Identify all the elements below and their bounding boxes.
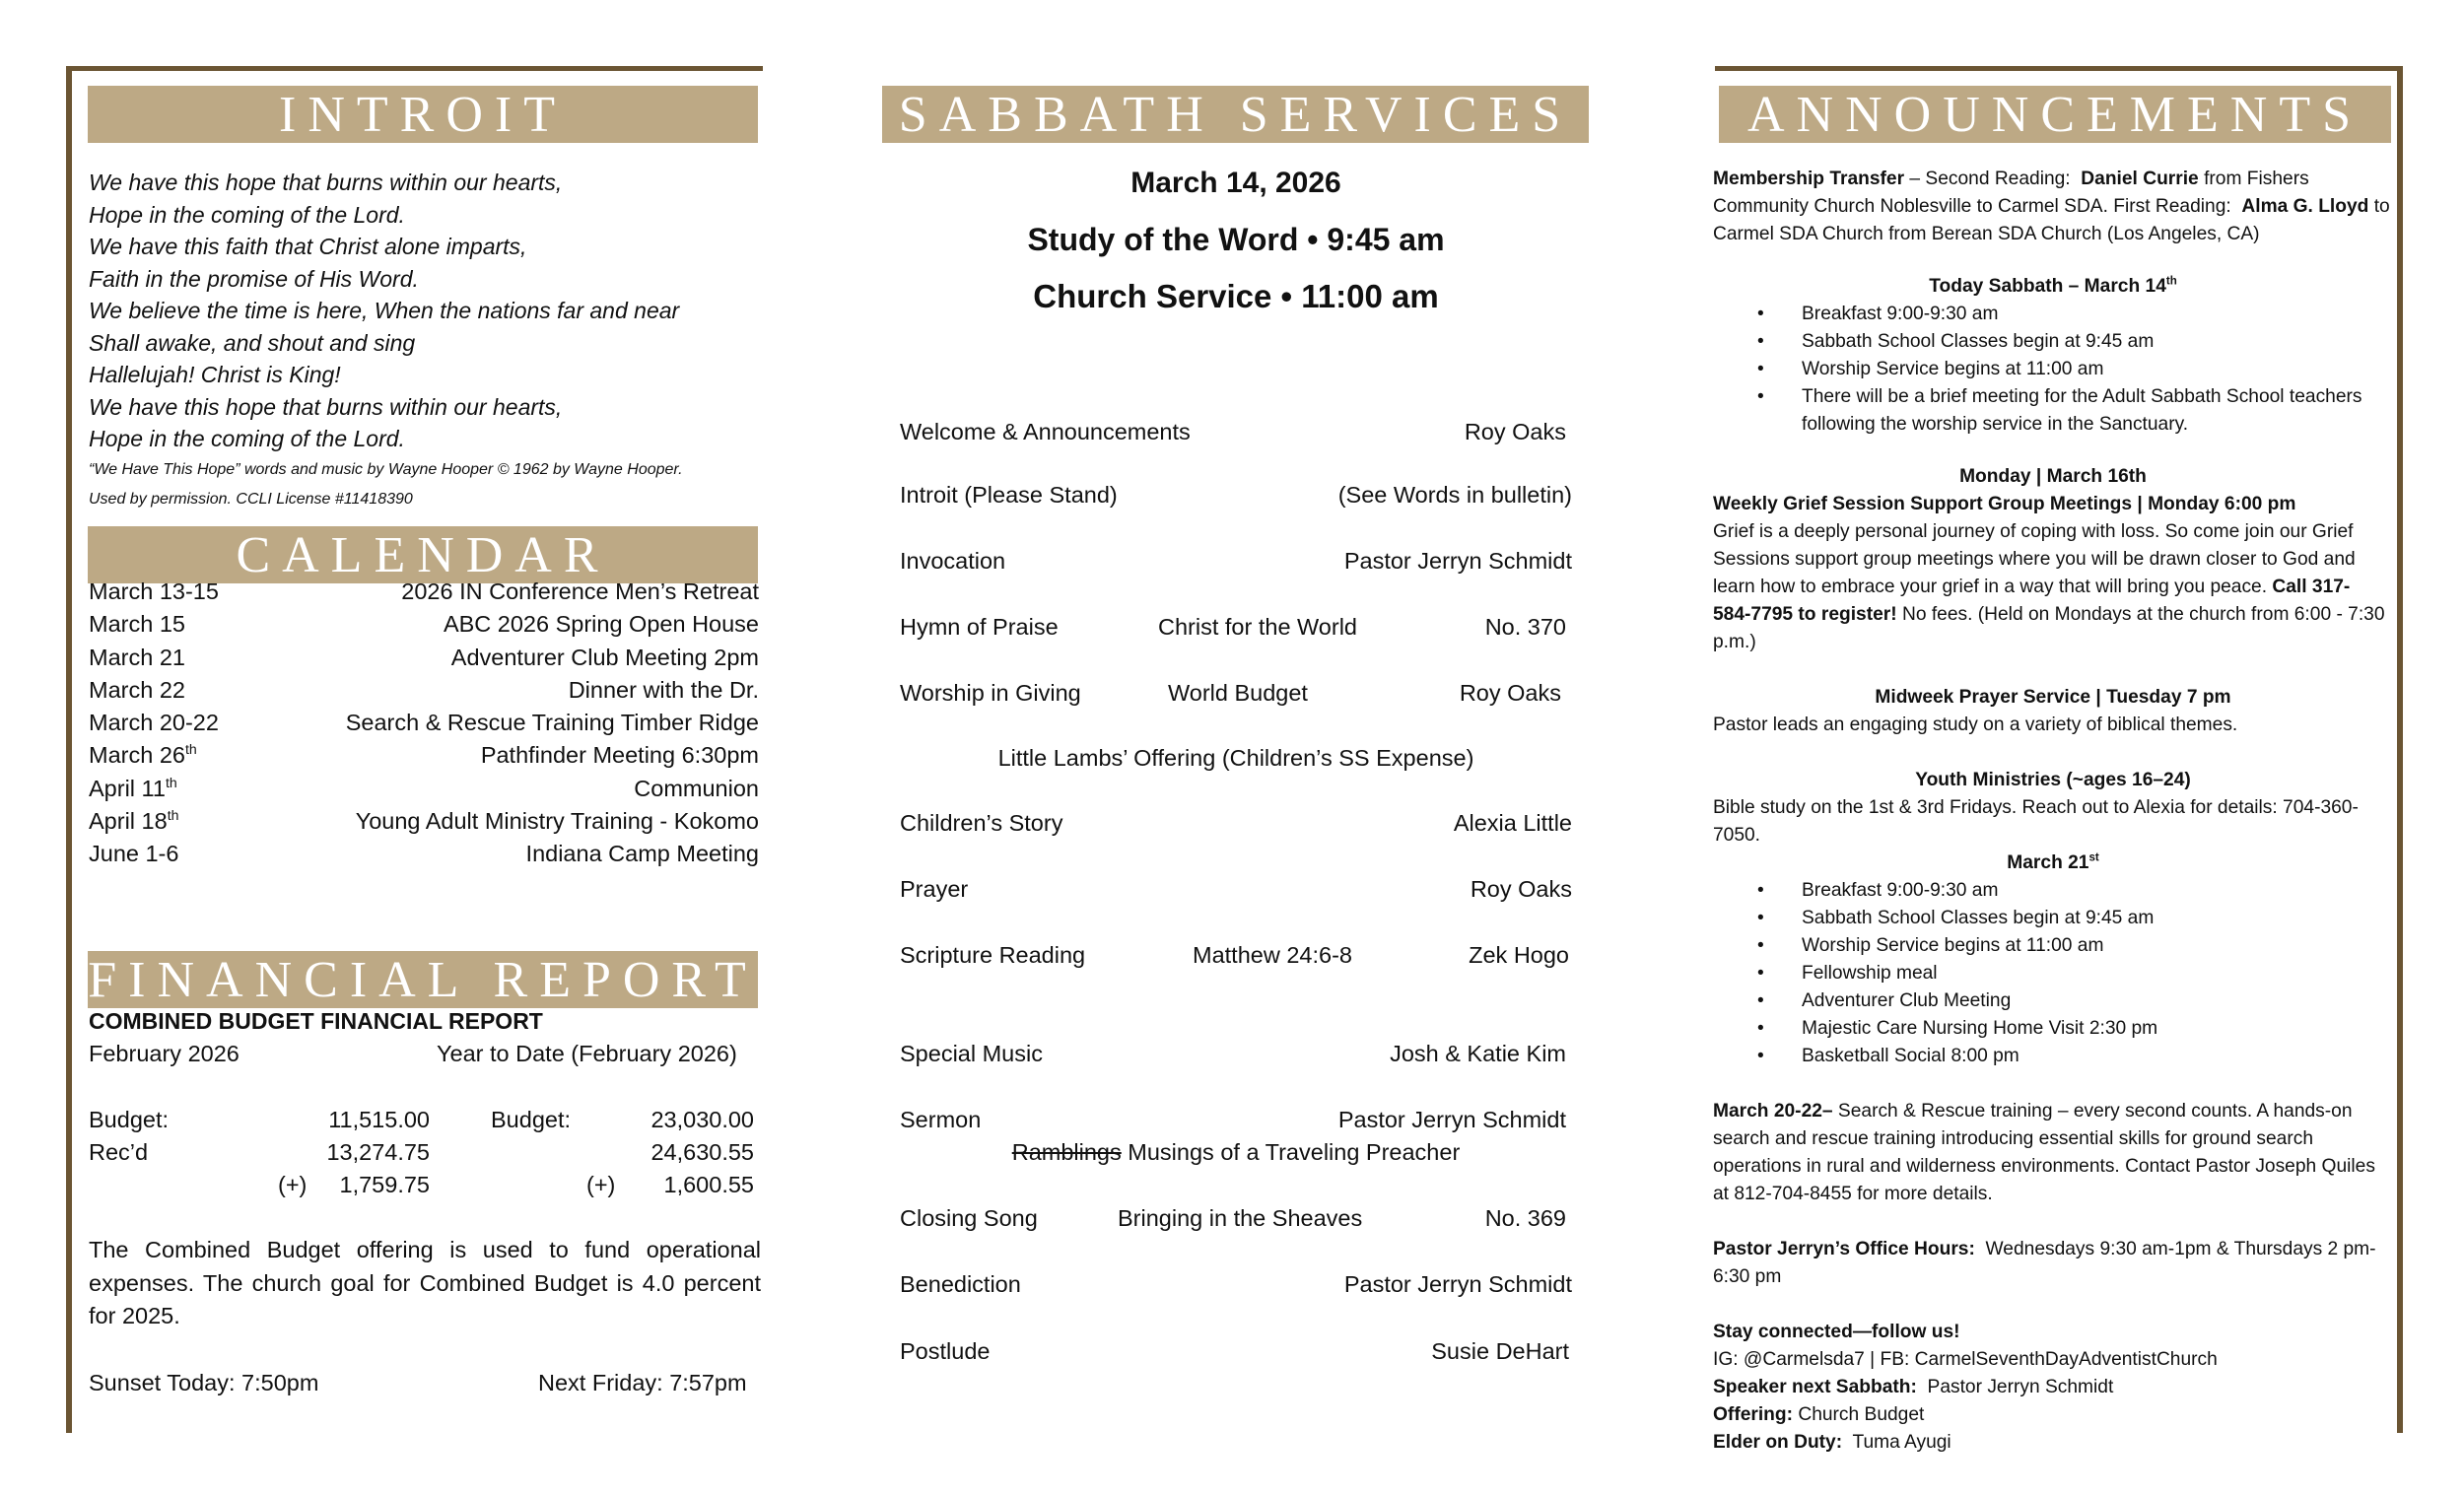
order-number: No. 370 — [1484, 614, 1566, 640]
order-label: Prayer — [900, 876, 969, 902]
order-person: Roy Oaks — [1464, 419, 1566, 444]
membership-transfer: Membership Transfer – Second Reading: Daniel Currie from Fishers Community Church Noblesville to Carmel SDA. First Reading: Alma G. Lloyd to Carmel SDA Church from Berean SDA Church (Los Angeles, CA) — [1713, 169, 2390, 244]
order-benediction — [900, 1267, 1572, 1301]
ytd-budget-label: Budget: — [491, 1107, 572, 1132]
march21-list — [1713, 877, 2393, 1070]
order-invocation — [900, 544, 1572, 578]
monday-heading: Monday | March 16th — [1959, 466, 2147, 487]
calendar-item — [89, 773, 759, 805]
lyric-line: We have this faith that Christ alone imparts, — [89, 234, 527, 259]
order-label: Sermon — [900, 1107, 982, 1132]
financial-month-label: February 2026 — [89, 1041, 240, 1066]
calendar-event: ABC 2026 Spring Open House — [443, 611, 759, 638]
calendar-event: Indiana Camp Meeting — [525, 841, 759, 867]
calendar-date: March 22 — [89, 676, 185, 703]
services-banner: SABBATH SERVICES — [882, 86, 1589, 143]
order-person: Zek Hogo — [1469, 942, 1569, 968]
today-heading: Today Sabbath – March 14th — [1929, 275, 2177, 297]
calendar-date: March 15 — [89, 611, 185, 638]
order-person: Pastor Jerryn Schmidt — [1343, 548, 1572, 574]
calendar-item — [89, 642, 759, 674]
list-item: • Sabbath School Classes begin at 9:45 am — [1713, 905, 2393, 932]
calendar-event: Adventurer Club Meeting 2pm — [450, 644, 759, 670]
ytd-diff-value: 1,600.55 — [663, 1172, 754, 1197]
ytd-diff-sign: (+) — [586, 1172, 616, 1197]
month-diff-value: 1,759.75 — [339, 1172, 430, 1197]
calendar-item — [89, 674, 759, 707]
list-item: • Adventurer Club Meeting — [1713, 987, 2393, 1015]
list-item: • Sabbath School Classes begin at 9:45 am — [1713, 328, 2393, 356]
grief-title: Weekly Grief Session Support Group Meetings | Monday 6:00 pm — [1713, 494, 2296, 514]
calendar-event: Young Adult Ministry Training - Kokomo — [355, 808, 759, 835]
order-label: Special Music — [900, 1041, 1043, 1066]
order-giving — [900, 676, 1572, 710]
right-border — [2397, 66, 2403, 1433]
order-sermon — [900, 1103, 1572, 1136]
sermon-title-text: Musings of a Traveling Preacher — [1121, 1139, 1461, 1165]
list-item: • Majestic Care Nursing Home Visit 2:30 pm — [1713, 1015, 2393, 1043]
order-label: Closing Song — [900, 1205, 1038, 1231]
order-person: Roy Oaks — [1459, 680, 1561, 706]
calendar-event: Dinner with the Dr. — [568, 676, 759, 703]
order-introit — [900, 478, 1572, 511]
left-top-border — [66, 66, 763, 71]
order-childrens-story — [900, 806, 1572, 840]
order-title: World Budget — [1168, 680, 1308, 706]
lyric-line: Hallelujah! Christ is King! — [89, 362, 341, 387]
list-item: • Basketball Social 8:00 pm — [1713, 1043, 2393, 1070]
financial-banner: FINANCIAL REPORT — [88, 952, 758, 1008]
calendar-date: April 18th — [89, 807, 179, 835]
order-person: Alexia Little — [1453, 810, 1572, 836]
calendar-item — [89, 739, 759, 772]
calendar-event: Communion — [634, 775, 759, 801]
list-item: • Worship Service begins at 11:00 am — [1713, 932, 2393, 960]
month-recd-label: Rec’d — [89, 1139, 149, 1165]
month-diff-sign: (+) — [278, 1172, 308, 1197]
lyric-line: We have this hope that burns within our hearts, — [89, 170, 563, 195]
month-recd-value: 13,274.75 — [326, 1139, 430, 1165]
march21-heading: March 21st — [2007, 851, 2099, 873]
church-time: Church Service • 11:00 am — [1033, 278, 1439, 314]
calendar-event: Search & Rescue Training Timber Ridge — [345, 710, 759, 736]
calendar-date: March 20-22 — [89, 710, 219, 736]
right-top-border — [1715, 66, 2403, 71]
calendar-banner: CALENDAR — [88, 526, 758, 583]
introit-banner: INTROIT — [88, 86, 758, 143]
ytd-recd-value: 24,630.55 — [650, 1139, 754, 1165]
introit-credit: “We Have This Hope” words and music by Wayne Hooper © 1962 by Wayne Hooper. — [89, 460, 683, 478]
financial-subtitle: COMBINED BUDGET FINANCIAL REPORT — [89, 1008, 543, 1034]
study-time: Study of the Word • 9:45 am — [1027, 222, 1445, 257]
midweek-text: Pastor leads an engaging study on a variety of biblical themes. — [1713, 714, 2238, 735]
order-number: No. 369 — [1484, 1205, 1566, 1231]
order-label: Children’s Story — [900, 810, 1063, 836]
office-hours: Pastor Jerryn’s Office Hours: Wednesdays 9:30 am-1pm & Thursdays 2 pm-6:30 pm — [1713, 1239, 2376, 1287]
calendar-item — [89, 805, 759, 838]
order-person: Roy Oaks — [1470, 876, 1572, 902]
list-item: • Breakfast 9:00-9:30 am — [1713, 877, 2393, 905]
order-label: Welcome & Announcements — [900, 419, 1191, 444]
left-border — [66, 66, 72, 1433]
order-label: Postlude — [900, 1338, 991, 1364]
midweek-heading: Midweek Prayer Service | Tuesday 7 pm — [1875, 687, 2231, 708]
financial-ytd-label: Year to Date (February 2026) — [437, 1041, 737, 1066]
lyric-line: Shall awake, and shout and sing — [89, 329, 416, 356]
lyric-line: We believe the time is here, When the nations far and near — [89, 298, 680, 323]
order-postlude — [900, 1334, 1572, 1368]
lyric-line: Hope in the coming of the Lord. — [89, 201, 405, 228]
order-person: Josh & Katie Kim — [1390, 1041, 1566, 1066]
order-welcome — [900, 415, 1572, 448]
calendar-date: March 26th — [89, 741, 197, 769]
calendar-event: Pathfinder Meeting 6:30pm — [480, 742, 759, 769]
order-lambs-offering: Little Lambs’ Offering (Children’s SS Expense) — [997, 745, 1474, 771]
today-list — [1713, 301, 2393, 439]
order-person: Pastor Jerryn Schmidt — [1343, 1271, 1572, 1297]
grief-text: Grief is a deeply personal journey of coping with loss. So come join our Grief Sessions support group meetings where you will be drawn closer to God and learn how to embrace your grief in a way that will bring you peace. Call 317- 584-7795 to register! No fees. (Held on Mondays at the church from 6:00 - 7:30 p.m.) — [1713, 521, 2385, 652]
month-budget-label: Budget: — [89, 1107, 170, 1132]
order-title: Christ for the World — [1158, 614, 1357, 640]
month-budget-value: 11,515.00 — [328, 1107, 430, 1132]
calendar-item — [89, 707, 759, 739]
introit-license: Used by permission. CCLI License #11418390 — [89, 490, 413, 508]
lyric-line: We have this hope that burns within our hearts, — [89, 393, 563, 420]
calendar-item — [89, 838, 759, 870]
order-closing — [900, 1201, 1572, 1235]
calendar-item — [89, 576, 759, 608]
order-person: Susie DeHart — [1431, 1338, 1569, 1364]
stay-connected: Stay connected—follow us! — [1713, 1322, 1960, 1342]
list-item: • There will be a brief meeting for the Adult Sabbath School teachers following the worship service in the Sanctuary. — [1713, 383, 2393, 439]
search-rescue: March 20-22– Search & Rescue training – every second counts. A hands-on search and rescue training introducing essential skills for ground search operations in rural and wilderness environments. Contact Pastor Joseph Quiles at 812-704-8455 for more details. — [1713, 1101, 2375, 1204]
order-person: Pastor Jerryn Schmidt — [1337, 1107, 1566, 1132]
speaker-next: Speaker next Sabbath: Pastor Jerryn Schmidt — [1713, 1377, 2114, 1397]
calendar-date: March 21 — [89, 644, 185, 670]
order-label: Scripture Reading — [900, 942, 1086, 968]
order-special-music — [900, 1037, 1572, 1070]
elder-on-duty: Elder on Duty: Tuma Ayugi — [1713, 1432, 1951, 1453]
announcements-body — [1713, 166, 2393, 1457]
ytd-budget-value: 23,030.00 — [650, 1107, 754, 1132]
order-hymn — [900, 610, 1572, 644]
offering: Offering: Church Budget — [1713, 1404, 1925, 1425]
list-item: • Fellowship meal — [1713, 960, 2393, 987]
calendar-event: 2026 IN Conference Men’s Retreat — [401, 578, 759, 604]
order-label: Introit (Please Stand) — [900, 482, 1118, 508]
calendar-list — [89, 576, 759, 871]
order-person: (See Words in bulletin) — [1337, 482, 1572, 508]
calendar-date: April 11th — [89, 774, 177, 801]
announcements-banner: ANNOUNCEMENTS — [1719, 86, 2391, 143]
calendar-item — [89, 608, 759, 641]
youth-text: Bible study on the 1st & 3rd Fridays. Reach out to Alexia for details: 704-360-7050. — [1713, 797, 2359, 846]
introit-lyrics — [89, 167, 769, 514]
sermon-title — [900, 1135, 1572, 1169]
order-label: Worship in Giving — [900, 680, 1081, 706]
sermon-struck-word: Ramblings — [1011, 1139, 1122, 1165]
lyric-line: Hope in the coming of the Lord. — [89, 426, 405, 451]
youth-heading: Youth Ministries (~ages 16–24) — [1915, 770, 2191, 790]
service-date: March 14, 2026 — [1130, 167, 1341, 199]
order-label: Benediction — [900, 1271, 1021, 1297]
lyric-line: Faith in the promise of His Word. — [89, 265, 419, 292]
sunset-friday: Next Friday: 7:57pm — [538, 1370, 747, 1395]
order-label: Hymn of Praise — [900, 614, 1059, 640]
order-label: Invocation — [900, 548, 1006, 574]
calendar-date: June 1-6 — [89, 841, 179, 867]
order-title: Matthew 24:6-8 — [1193, 942, 1352, 968]
sunset-today: Sunset Today: 7:50pm — [89, 1370, 319, 1395]
order-prayer — [900, 872, 1572, 906]
list-item: • Worship Service begins at 11:00 am — [1713, 356, 2393, 383]
order-title: Bringing in the Sheaves — [1118, 1205, 1363, 1231]
calendar-date: March 13-15 — [89, 578, 219, 604]
financial-note: The Combined Budget offering is used to fund operational expenses. The church goal for Combined Budget is 4.0 percent for 2025. — [89, 1237, 761, 1328]
social-links: IG: @Carmelsda7 | FB: CarmelSeventhDayAdventistChurch — [1713, 1349, 2218, 1370]
list-item: • Breakfast 9:00-9:30 am — [1713, 301, 2393, 328]
order-scripture — [900, 938, 1572, 972]
